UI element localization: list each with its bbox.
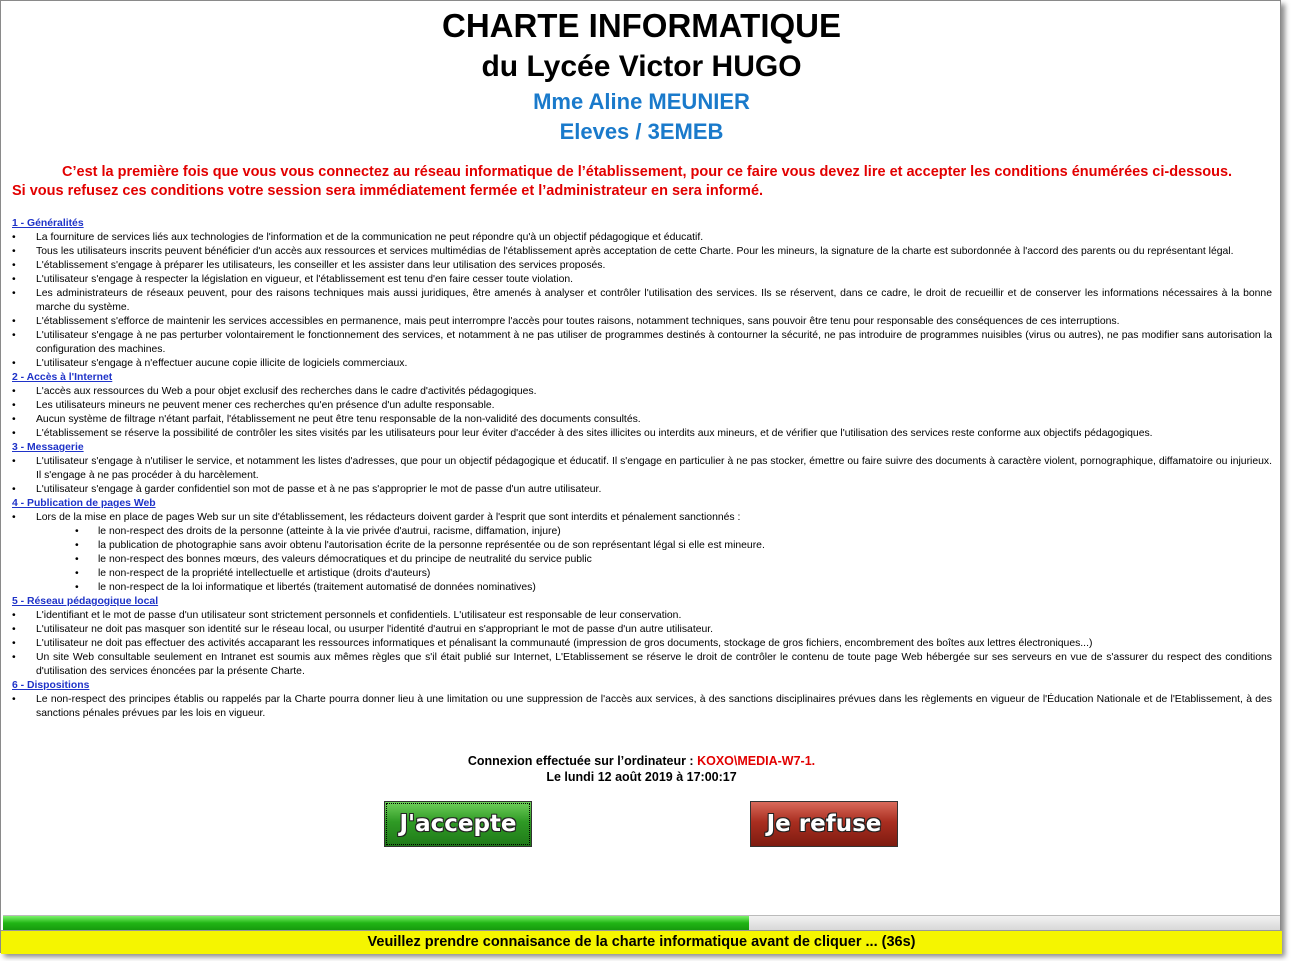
- list-item: • Les utilisateurs mineurs ne peuvent mener ces recherches qu'en présence d'un adulte responsable.: [12, 399, 1272, 413]
- warning-line-1: C’est la première fois que vous vous connectez au réseau informatique de l’établissement, pour ce faire vous devez lire et accepter les conditions énumérées ci-dessous.: [62, 164, 1233, 180]
- computer-name: KOXO\MEDIA-W7-1.: [697, 754, 816, 768]
- page-subtitle: du Lycée Victor HUGO: [481, 50, 802, 83]
- list-subitem: • le non-respect des bonnes mœurs, des valeurs démocratiques et du principe de neutralité du service public: [12, 553, 1272, 567]
- list-item: • L'utilisateur s'engage à garder confidentiel son mot de passe et à ne pas s'approprier le mot de passe d'un autre utilisateur.: [12, 483, 1272, 497]
- list-item: • Un site Web consultable seulement en Intranet est soumis aux mêmes règles que s'il était publié sur Internet, L'Etablissement se réserve le droit de contrôler le contenu de toute page Web hébergée sur ses serveurs en vue de s'assurer du respect des conditions d'utilisation des services énoncées par la présente Charte.: [12, 651, 1272, 679]
- warning-line-2: Si vous refusez ces conditions votre session sera immédiatement fermée et l’administrateur en sera informé.: [12, 183, 764, 199]
- section-list: [12, 455, 1272, 497]
- list-item: • L'établissement s'engage à préparer les utilisateurs, les conseiller et les assister dans leur utilisation des services proposés.: [12, 259, 1272, 273]
- list-subitem: • la publication de photographie sans avoir obtenu l'autorisation écrite de la personne représentée ou de son représentant légal si elle est mineure.: [12, 539, 1272, 553]
- section-title: 2 - Accès à l'Internet: [12, 372, 113, 383]
- list-item: • L'établissement se réserve la possibilité de contrôler les sites visités par les utilisateurs pour leur éviter d'accéder à des sites illicites ou interdits aux mineurs, et de vérifier que l'utilisation des services reste conforme aux objectifs pédagogiques.: [12, 427, 1272, 441]
- list-item: • L'accès aux ressources du Web a pour objet exclusif des recherches dans le cadre d'activités pédagogiques.: [12, 385, 1272, 399]
- countdown-progress-bar: [3, 915, 1280, 930]
- list-subitem: • le non-respect des droits de la personne (atteinte à la vie privée d'autrui, racisme, diffamation, injure): [12, 525, 1272, 539]
- list-item: • L'utilisateur ne doit pas effectuer des activités accaparant les ressources informatiques et pénalisant la communauté (impression de gros documents, stockage de gros fichiers, encombrement des boîtes aux lettres électroniques...): [12, 637, 1272, 651]
- section-list: [12, 385, 1272, 441]
- section-title: 4 - Publication de pages Web: [12, 498, 156, 509]
- countdown-progress-fill: [3, 916, 749, 930]
- list-item: • Le non-respect des principes établis ou rappelés par la Charte pourra donner lieu à une limitation ou une suppression de l'accès aux services, à des sanctions disciplinaires prévues dans les règlements en vigueur de l'Éducation Nationale et de l'Etablissement, à des sanctions pénales prévues par les lois en vigueur.: [12, 693, 1272, 721]
- page-title: CHARTE INFORMATIQUE: [441, 7, 842, 44]
- list-item: • Lors de la mise en place de pages Web sur un site d'établissement, les rédacteurs doivent garder à l'esprit que sont interdits et pénalement sanctionnés :: [12, 511, 1272, 525]
- list-item: • La fourniture de services liés aux technologies de l'information et de la communication ne peut répondre qu'à un objectif pédagogique et éducatif.: [12, 231, 1272, 245]
- warning-message: [12, 163, 1274, 201]
- list-subitem: • le non-respect de la loi informatique et libertés (traitement automatisé de données nominatives): [12, 581, 1272, 595]
- list-item: • L'identifiant et le mot de passe d'un utilisateur sont strictement personnels et confidentiels. L'utilisateur est responsable de leur conservation.: [12, 609, 1272, 623]
- list-item: • Aucun système de filtrage n'étant parfait, l'établissement ne peut être tenu responsable de la non-validité des documents consultés.: [12, 413, 1272, 427]
- list-item: • L'utilisateur s'engage à ne pas perturber volontairement le fonctionnement des services, et notamment à ne pas utiliser de programmes destinés à contourner la sécurité, ne pas introduire de programmes nuisibles (virus ou autres), ne pas modifier sans autorisation la configuration des machines.: [12, 329, 1272, 357]
- list-item: • L'utilisateur s'engage à n'utiliser le service, et notamment les listes d'adresses, que pour un objectif pédagogique et éducatif. Il s'engage en particulier à ne pas stocker, émettre ou faire suivre des documents à caractère violent, pornographique, diffamatoire ou injurieux. Il s'engage à ne pas procéder à du harcèlement.: [12, 455, 1272, 483]
- list-item: • L'utilisateur ne doit pas masquer son identité sur le réseau local, ou usurper l'identité d'autrui en s'appropriant le mot de passe d'un autre utilisateur.: [12, 623, 1272, 637]
- section-title: 5 - Réseau pédagogique local: [12, 596, 159, 607]
- list-item: • L'utilisateur s'engage à respecter la législation en vigueur, et l'établissement est tenu d'en faire cesser toute violation.: [12, 273, 1272, 287]
- list-item: • Tous les utilisateurs inscrits peuvent bénéficier d'un accès aux ressources et services multimédias de l'établissement après acceptation de cette Charte. Pour les mineurs, la signature de la charte est subordonnée à l'accord des parents ou du représentant légal.: [12, 245, 1272, 259]
- refuse-button[interactable]: Je refuse: [750, 801, 898, 847]
- list-item: • L'établissement s'efforce de maintenir les services accessibles en permanence, mais peut interrompre l'accès pour toutes raisons, notamment techniques, sans pouvoir être tenu pour responsable des conséquences de ces interruptions.: [12, 315, 1272, 329]
- accept-button[interactable]: J'accepte: [384, 801, 532, 847]
- section-title: 1 - Généralités: [12, 218, 84, 229]
- list-item: • Les administrateurs de réseaux peuvent, pour des raisons techniques mais aussi juridiques, être amenés à analyser et contrôler l'utilisation des services. Ils se réservent, dans ce cadre, le droit de recueillir et de conserver les informations nécessaires à la bonne marche du système.: [12, 287, 1272, 315]
- section-list: [12, 693, 1272, 721]
- section-list: [12, 511, 1272, 595]
- connection-info: [1, 753, 1282, 785]
- user-name: Mme Aline MEUNIER: [533, 89, 750, 114]
- section-list: [12, 231, 1272, 371]
- list-subitem: • le non-respect de la propriété intellectuelle et artistique (droits d'auteurs): [12, 567, 1272, 581]
- connection-prefix: Connexion effectuée sur l’ordinateur :: [467, 754, 698, 768]
- user-group: Eleves / 3EMEB: [559, 119, 724, 144]
- list-item: • L'utilisateur s'engage à n'effectuer aucune copie illicite de logiciels commerciaux.: [12, 357, 1272, 371]
- section-title: 3 - Messagerie: [12, 442, 84, 453]
- footer-message: Veuillez prendre connaisance de la charte informatique avant de cliquer ... (36s): [1, 930, 1282, 954]
- connection-date: Le lundi 12 août 2019 à 17:00:17: [546, 770, 737, 784]
- charter-content: [12, 217, 1272, 721]
- section-title: 6 - Dispositions: [12, 680, 90, 691]
- section-list: [12, 609, 1272, 679]
